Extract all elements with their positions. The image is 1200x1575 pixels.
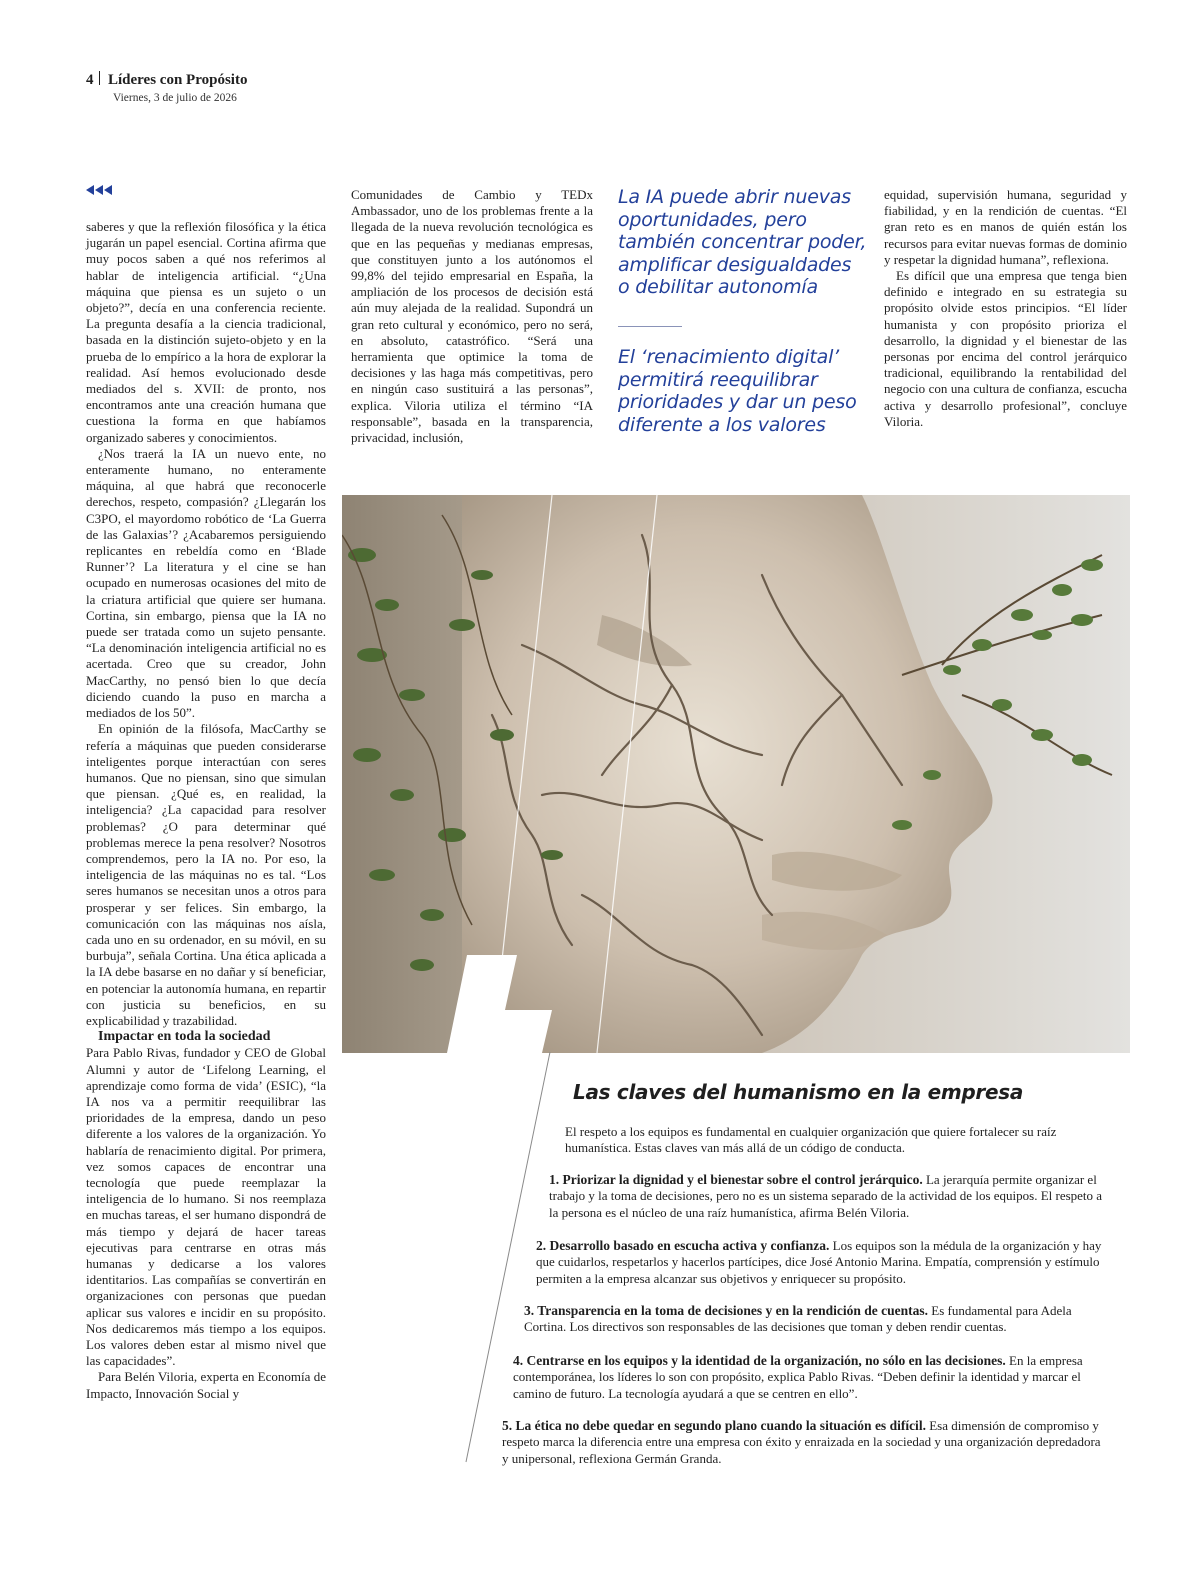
quote-divider: [618, 326, 682, 327]
paragraph: ¿Nos traerá la IA un nuevo ente, no enteramente humano, no enteramente máquina, al que habrá que reconocerle derechos, respeto, compasión? ¿Llegarán los C3PO, el mayordomo robótico de ‘La Guerra de las Galaxias’? ¿Acabaremos persiguiendo replicantes en rebeldía como en ‘Blade Runner’? La literatura y el cine se han ocupado en numerosas ocasiones del mito de la criatura artificial que quiere ser humana. Cortina, sin embargo, piensa que la IA no puede ser tratada como un sujeto pensante. “La denominación inteligencia artificial no es acertada. Creo que su creador, John MacCarthy, no pensó bien lo que decía diciendo cuando la puso en marcha a mediados de los 50”.: [86, 445, 326, 721]
paragraph: Es difícil que una empresa que tenga bien definido e integrado en su estrategia su propósito olvide estos principios. “El líder humanista y con propósito prioriza el desarrollo, la dignidad y el bienestar de las personas por encima del control jerárquico tradicional, equilibrando la rentabilidad del negocio con una cultura de confianza, escucha activa y desarrollo profesional”, concluye Viloria.: [884, 268, 1127, 429]
subheading: Impactar en toda la sociedad: [98, 1029, 271, 1045]
continued-arrows-icon: [86, 185, 113, 195]
key-item-lead: 4. Centrarse en los equipos y la identidad de la organización, no sólo en las decisiones.: [513, 1353, 1006, 1368]
article-column-4: [884, 187, 1127, 430]
keys-box-title: Las claves del humanismo en la empresa: [573, 1080, 1024, 1104]
key-item-text: La jerarquía permite organizar el trabajo y la toma de decisiones, pero no es un sistema separado de la actividad de los equipos. El respeto a la persona es el núcleo de una raíz humanística, afirma Belén Viloria.: [549, 1172, 1103, 1220]
paragraph: saberes y que la reflexión filosófica y la ética jugarán un papel esencial. Cortina afirma que muy pocos saben a qué nos referimos al hablar de inteligencia artificial. “¿Una máquina que piensa es un sujeto o un objeto?”, decía en una conferencia reciente. La pregunta desafía a la ciencia tradicional, basada en la distinción sujeto-objeto y en la prueba de lo empírico a la hora de explorar la realidad. Así hemos evolucionado desde mediados del s. XVII: de pronto, nos encontramos ante una creación humana que cuestiona la forma en que habíamos organizado saberes y conocimientos.: [86, 219, 326, 445]
key-item-text: Los equipos son la médula de la organización y hay que cuidarlos, respetarlos y hacerlos partícipes, dice José Antonio Marina. Empatía, comprensión y estímulo permiten a la empresa alcanzar sus objetivos y enriquecer su propósito.: [536, 1238, 1102, 1286]
paragraph: Para Belén Viloria, experta en Economía de Impacto, Innovación Social y: [86, 1369, 326, 1401]
key-item-5: [502, 1418, 1107, 1467]
key-item-2: [536, 1238, 1108, 1287]
page-number: 4: [86, 72, 94, 88]
key-item-3: [524, 1303, 1114, 1336]
keys-intro: El respeto a los equipos es fundamental en cualquier organización que quiere fortalecer su raíz humanística. Estas claves van más allá de un código de conducta.: [565, 1124, 1057, 1156]
cracked-face-photo: [342, 495, 1130, 1053]
article-column-1: [86, 219, 326, 1402]
key-item-lead: 2. Desarrollo basado en escucha activa y confianza.: [536, 1238, 830, 1253]
key-item-1: [549, 1172, 1109, 1221]
paragraph: Comunidades de Cambio y TEDx Ambassador, uno de los problemas frente a la llegada de la nueva revolución tecnológica es que en las pequeñas y medianas empresas, que constituyen junto a los autónomos el 99,8% del tejido empresarial en España, la ampliación de los procesos de decisión está aún muy alejada de la realidad. Supondrá un gran reto cultural y económico, pero no será, en absoluto, catastrófico. “Será una herramienta que optimice la toma de decisiones y las haga más competitivas, pero en ningún caso sustituirá a las personas”, explica. Viloria utiliza el término “IA responsable”, basada en la transparencia, privacidad, inclusión,: [351, 187, 593, 446]
issue-date: Viernes, 3 de julio de 2026: [113, 92, 237, 104]
paragraph: En opinión de la filósofa, MacCarthy se refería a máquinas que pueden considerarse inteligentes porque interactúan con seres humanos. Que no piensan, sino que simulan que piensan. ¿Qué es, en realidad, la inteligencia? ¿La capacidad para resolver problemas? ¿O para determinar qué problemas merece la pena resolver? Nosotros comprendemos, pero la IA no. Por eso, la inteligencia de las máquinas no es tal. “Los seres humanos se necesitan unos a otros para prosperar y ser felices. Sin embargo, la comunicación con las máquinas nos aísla, cada uno en su ordenador, en su móvil, en su burbuja”, señala Cortina. Una ética aplicada a la IA debe basarse en no dañar y sí beneficiar, en potenciar la autonomía humana, en repartir con justicia su beneficios, en su explicabilidad y trazabilidad.: [86, 721, 326, 1028]
paragraph: equidad, supervisión humana, seguridad y fiabilidad, y en la rendición de cuentas. “El gran reto es en manos de quién están los recursos para evitar nuevas formas de dominio y respetar la dignidad humana”, reflexiona.: [884, 187, 1127, 267]
key-item-text: En la empresa contemporánea, los líderes lo son con propósito, explica Pablo Rivas. “Deben definir la identidad y marcar el camino de futuro. La tecnología ayudará a que se centren en ello”.: [513, 1353, 1083, 1401]
section-title: Líderes con Propósito: [108, 72, 248, 88]
article-column-2: [351, 187, 593, 446]
key-item-4: [513, 1353, 1103, 1402]
cracked-face-illustration: [342, 495, 1130, 1053]
key-item-lead: 1. Priorizar la dignidad y el bienestar sobre el control jerárquico.: [549, 1172, 923, 1187]
key-item-text: Es fundamental para Adela Cortina. Los directivos son responsables de las decisiones que toman y deben rendir cuentas.: [524, 1303, 1072, 1335]
pull-quote-2: El ‘renacimiento digital’ permitirá reequilibrar prioridades y dar un peso diferente a los valores: [618, 346, 857, 436]
key-item-lead: 3. Transparencia en la toma de decisiones y en la rendición de cuentas.: [524, 1303, 929, 1318]
pull-quote-1: La IA puede abrir nuevas oportunidades, pero también concentrar poder, amplificar desigualdades o debilitar autonomía: [618, 186, 867, 298]
key-item-lead: 5. La ética no debe quedar en segundo plano cuando la situación es difícil.: [502, 1418, 926, 1433]
header-divider: [99, 71, 101, 85]
paragraph: Para Pablo Rivas, fundador y CEO de Global Alumni y autor de ‘Lifelong Learning, el aprendizaje como forma de vida’ (ESIC), “la IA nos va a permitir reequilibrar las prioridades de la empresa, dando un peso diferente a los valores de la organización. Yo hablaría de renacimiento digital. Por primera, vez somos capaces de encontrar una tecnología que puede reemplazar la inteligencia de lo humano. Si nos reemplaza en muchas tareas, el ser humano dispondrá de más tiempo y dejará de hacer tareas ejecutivas para centrarse en otras más humanas y dedicarse a los valores identitarios. Las compañías se convertirán en organizaciones con personas que puedan aplicar sus valores e incidir en su propósito. Nos dedicaremos más tiempo a los equipos. Los valores deben estar al mismo nivel que las capacidades”.: [86, 1045, 326, 1369]
page-header: [86, 70, 247, 104]
key-item-text: Esa dimensión de compromiso y respeto marca la diferencia entre una empresa con éxito y enraizada en la sociedad y una organización depredadora y unipersonal, reflexiona Germán Granda.: [502, 1418, 1101, 1466]
